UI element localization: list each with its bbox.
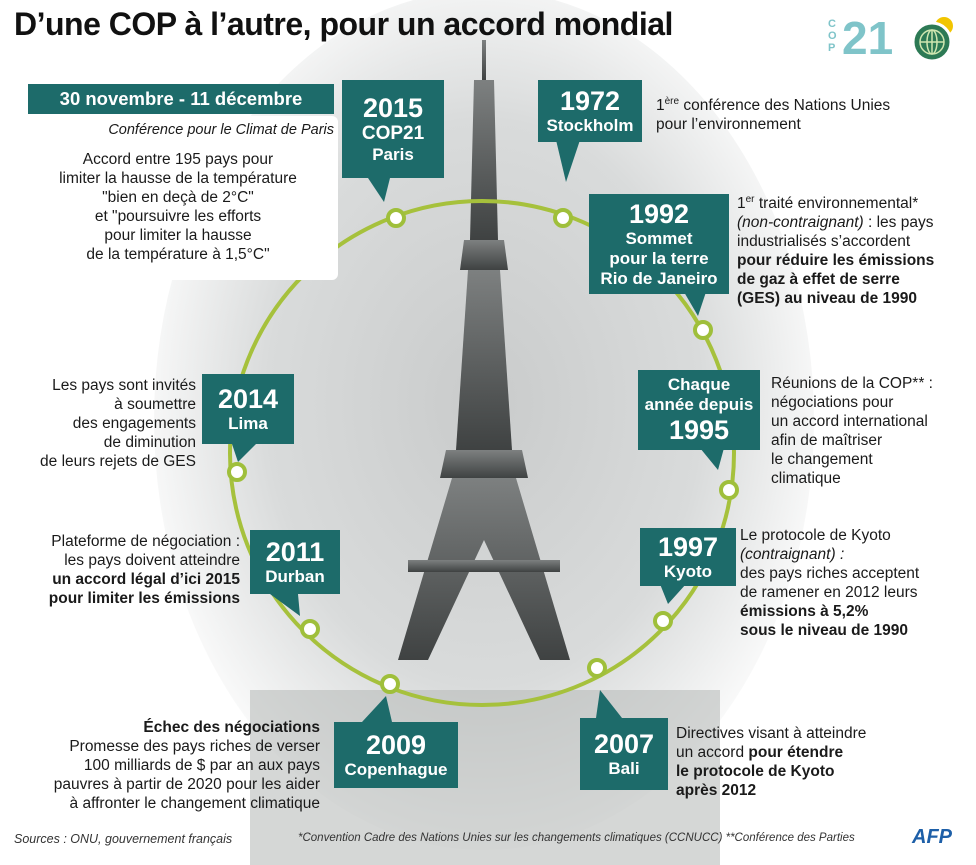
event-place: Rio de Janeiro — [600, 269, 718, 288]
event-box-1995 — [638, 370, 760, 450]
desc-line: pour l’environnement — [656, 116, 801, 134]
event-name: COP21 — [361, 123, 425, 144]
desc-line: de ramener en 2012 leurs — [740, 584, 918, 601]
ring-node-1992 — [695, 322, 711, 338]
desc-line: limiter la hausse de la température — [59, 170, 297, 187]
event-desc-2014 — [4, 376, 196, 471]
desc-line: émissions à 5,2% — [740, 603, 869, 620]
event-box-1997 — [640, 528, 736, 586]
desc-line: négociations pour — [771, 394, 894, 411]
event-year: 1972 — [559, 86, 621, 116]
event-label: année depuis — [644, 395, 754, 414]
desc-line: à soumettre — [114, 396, 196, 413]
event-place: Bali — [608, 759, 640, 778]
event-box-1992 — [589, 194, 729, 294]
event-year: 2011 — [265, 537, 325, 567]
desc-line: les pays doivent atteindre — [64, 552, 240, 569]
event-place: Lima — [228, 414, 268, 433]
sources-note: Sources : ONU, gouvernement français — [14, 832, 233, 846]
ordinal-suffix: ère — [664, 96, 680, 107]
desc-line: afin de maîtriser — [771, 432, 883, 449]
desc-line: Réunions de la COP** : — [771, 375, 933, 392]
event-place: Copenhague — [344, 760, 448, 779]
desc-text: un accord — [676, 744, 749, 761]
event-desc-2007 — [676, 724, 956, 800]
conference-name: Conférence pour le Climat de Paris — [108, 122, 334, 138]
desc-line: climatique — [771, 470, 841, 487]
desc-line: "bien en deçà de 2°C" — [102, 189, 254, 206]
event-year: 1997 — [657, 532, 719, 562]
desc-line: le changement — [771, 451, 873, 468]
desc-line: à affronter le changement climatique — [69, 795, 320, 812]
desc-italic: (non-contraignant) — [737, 214, 864, 232]
desc-line: et "poursuivre les efforts — [94, 208, 262, 225]
desc-line: de diminution — [103, 434, 196, 451]
desc-line — [656, 92, 956, 115]
ring-node-1972 — [555, 210, 571, 226]
event-box-2014 — [202, 374, 294, 444]
event-place: Paris — [372, 145, 414, 164]
event-desc-1995 — [771, 374, 971, 488]
desc-line — [737, 213, 973, 232]
conference-dates: 30 novembre - 11 décembre — [28, 84, 334, 114]
desc-line: des pays riches acceptent — [740, 565, 920, 582]
desc-line: pour limiter la hausse — [104, 227, 252, 244]
desc-text: : les pays — [863, 214, 934, 232]
desc-line: Plateforme de négociation : — [51, 533, 240, 550]
desc-line — [737, 190, 973, 213]
event-year: 1992 — [628, 199, 690, 229]
logo-cop-text: COP — [828, 18, 837, 54]
ring-node-2015 — [388, 210, 404, 226]
event-desc-1972 — [656, 92, 956, 134]
desc-line: 100 milliards de $ par an aux pays — [83, 757, 320, 774]
desc-line: un accord international — [771, 413, 928, 430]
event-label: Chaque — [667, 375, 731, 394]
desc-line: le protocole de Kyoto — [676, 763, 835, 780]
event-desc-2011 — [4, 532, 240, 608]
event-place: pour la terre — [609, 249, 709, 268]
desc-line: sous le niveau de 1990 — [740, 622, 909, 639]
ring-node-1997 — [655, 613, 671, 629]
cop21-logo — [828, 12, 958, 68]
afp-logo: AFP — [912, 826, 952, 848]
event-year: 2014 — [217, 384, 279, 414]
desc-line: Échec des négociations — [143, 719, 320, 736]
event-box-1972 — [538, 80, 642, 142]
event-desc-2009 — [12, 718, 320, 813]
event-box-2015 — [342, 80, 444, 178]
desc-line: de leurs rejets de GES — [40, 453, 196, 470]
desc-line: pour limiter les émissions — [48, 590, 240, 607]
desc-line: Promesse des pays riches de verser — [69, 738, 320, 755]
event-desc-1992 — [737, 190, 973, 308]
desc-line: Les pays sont invités — [52, 377, 196, 394]
event-box-2011 — [250, 530, 340, 594]
desc-line — [676, 743, 956, 762]
desc-text: traité environnemental* — [754, 195, 919, 213]
event-year: 2009 — [365, 730, 427, 760]
desc-line: de la température à 1,5°C" — [86, 246, 270, 263]
event-year: 2015 — [362, 93, 424, 123]
ring-node-2009 — [382, 676, 398, 692]
desc-line: Directives visant à atteindre — [676, 725, 867, 742]
event-place: Sommet — [625, 229, 693, 248]
event-box-2007 — [580, 718, 668, 790]
event-desc-1997 — [740, 526, 970, 640]
desc-line: Le protocole de Kyoto — [740, 527, 891, 544]
event-year: 2007 — [593, 729, 655, 759]
ring-node-1995 — [721, 482, 737, 498]
desc-line: de gaz à effet de serre — [737, 271, 900, 289]
event-year: 1995 — [668, 415, 730, 445]
desc-line: pour réduire les émissions — [737, 252, 935, 270]
ordinal-suffix: er — [745, 194, 755, 205]
desc-text: conférence des Nations Unies — [679, 97, 891, 115]
desc-line: pauvres à partir de 2020 pour les aider — [53, 776, 320, 793]
event-place: Kyoto — [663, 562, 713, 581]
ring-node-2014 — [229, 464, 245, 480]
event-box-2009 — [334, 722, 458, 788]
desc-line: (GES) au niveau de 1990 — [737, 290, 918, 308]
desc-line: industrialisés s’accordent — [737, 233, 911, 251]
desc-line: un accord légal d’ici 2015 — [52, 571, 240, 588]
page-title: D’une COP à l’autre, pour un accord mondial — [14, 6, 673, 42]
ordinal: 1 — [737, 195, 746, 213]
desc-line: (contraignant) : — [740, 546, 845, 563]
desc-line: Accord entre 195 pays pour — [82, 151, 274, 168]
event-place: Durban — [265, 567, 325, 586]
footnotes: *Convention Cadre des Nations Unies sur les changements climatiques (CCNUCC) **Conférence des Parties — [298, 832, 855, 844]
ordinal: 1 — [656, 97, 665, 115]
globe-icon — [908, 16, 956, 64]
logo-number: 21 — [842, 12, 894, 64]
desc-line: des engagements — [72, 415, 196, 432]
desc-line: après 2012 — [676, 782, 757, 799]
ring-node-2011 — [302, 621, 318, 637]
desc-bold: pour étendre — [748, 744, 844, 761]
event-place: Stockholm — [546, 116, 634, 135]
ring-node-2007 — [589, 660, 605, 676]
event-desc-2015 — [28, 150, 328, 264]
